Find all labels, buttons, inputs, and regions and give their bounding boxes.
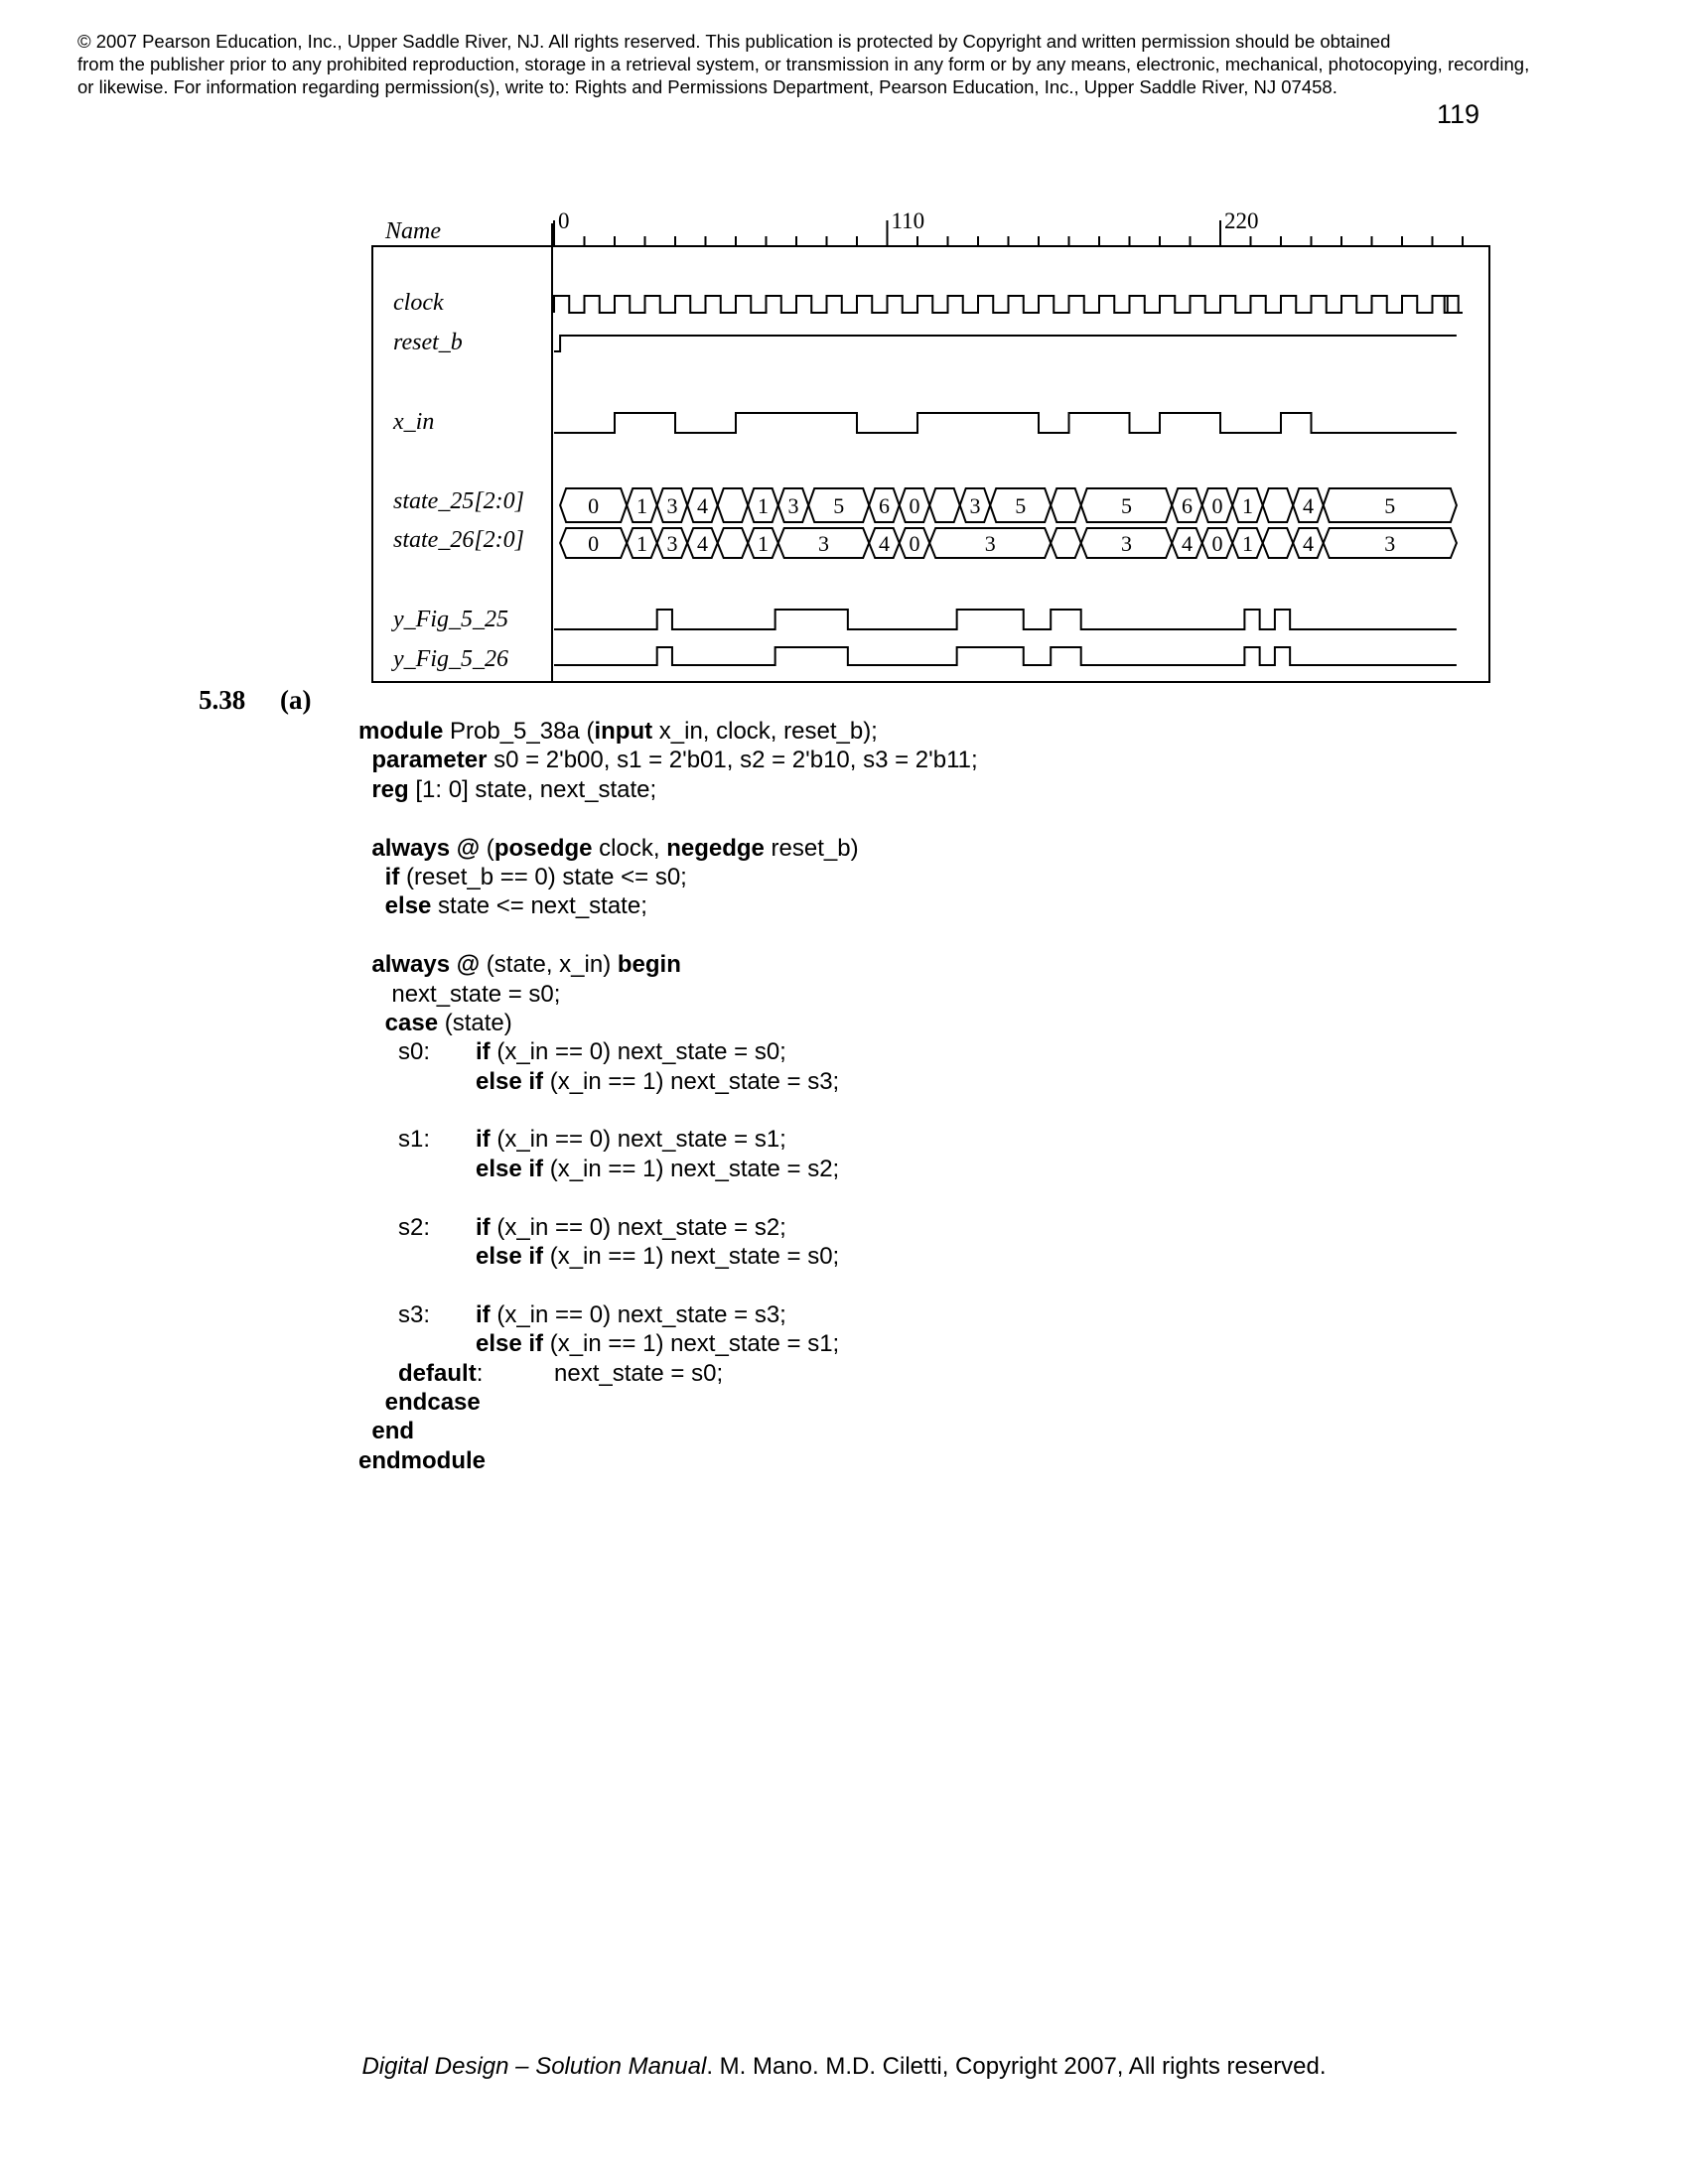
code-keyword: begin (617, 951, 681, 979)
copyright-line: or likewise. For information regarding permission(s), write to: Rights and Permissions Department, Pearson Education, Inc., Upper Saddle River, NJ 07458. (77, 76, 1337, 97)
problem-number: 5.38 (199, 685, 246, 715)
code-text (358, 1010, 385, 1036)
bus-value-label: 4 (696, 531, 708, 556)
bus-value-label: 4 (696, 493, 708, 518)
timing-diagram (0, 0, 1688, 695)
bus-value-label: 1 (757, 531, 769, 556)
footer-citation (0, 2053, 1688, 2081)
bus-value-label: 3 (969, 493, 981, 518)
bus-value-label: 5 (1120, 493, 1132, 518)
copyright-line: from the publisher prior to any prohibited reproduction, storage in a retrieval system, or transmission in any form or by any means, electronic, mechanical, photocopying, recording, (77, 54, 1530, 74)
code-keyword: input (594, 718, 653, 745)
code-text (358, 747, 371, 773)
code-text: ( (480, 834, 494, 862)
page-number: 119 (1436, 99, 1479, 129)
signal-name: clock (393, 290, 444, 316)
code-text (358, 892, 385, 919)
code-text: (x_in == 1) next_state = s2; (543, 1155, 840, 1182)
clock-waveform (554, 296, 1463, 313)
code-keyword: always @ (371, 834, 481, 862)
y-fig-5-26-waveform (554, 647, 1457, 665)
bus-value-label: 0 (588, 493, 600, 518)
bus-segment (1051, 488, 1081, 522)
time-label: 220 (1224, 208, 1259, 233)
code-keyword: case (384, 1009, 439, 1036)
code-text (358, 1360, 398, 1387)
code-keyword: always @ (371, 951, 481, 979)
copyright-line: © 2007 Pearson Education, Inc., Upper Saddle River, NJ. All rights reserved. This publication is protected by Copyright and written permission should be obtained (77, 31, 1391, 52)
code-text (358, 864, 385, 890)
code-text: next_state = s0; (358, 980, 561, 1008)
x-in-waveform (554, 413, 1457, 433)
bus-value-label: 4 (1302, 493, 1314, 518)
bus-value-label: 6 (878, 493, 890, 518)
name-column-header: Name (385, 218, 441, 244)
code-text: (state) (438, 1009, 512, 1036)
code-keyword: else if (476, 1330, 544, 1358)
signal-name: y_Fig_5_26 (393, 646, 508, 672)
bus-segment (1051, 528, 1081, 558)
code-text: s0 = 2'b00, s1 = 2'b01, s2 = 2'b10, s3 = 2'b11; (487, 747, 978, 774)
bus-value-label: 3 (984, 531, 996, 556)
code-text (358, 776, 371, 803)
code-keyword: parameter (371, 747, 488, 774)
bus-segment (718, 488, 749, 522)
problem-part: (a) (280, 685, 312, 715)
bus-value-label: 3 (666, 493, 678, 518)
signal-name: state_25[2:0] (393, 488, 524, 514)
bus-value-label: 5 (1384, 493, 1396, 518)
reset-b-waveform (554, 336, 1457, 351)
code-keyword: end (371, 1418, 415, 1445)
code-text: (x_in == 0) next_state = s1; (490, 1126, 786, 1154)
waveform-frame (372, 246, 1489, 682)
code-keyword: module (358, 718, 444, 745)
bus-value-label: 6 (1181, 493, 1193, 518)
code-keyword: endmodule (358, 1446, 487, 1474)
code-keyword: if (476, 1213, 491, 1241)
code-text: Prob_5_38a ( (443, 718, 595, 745)
code-text: (x_in == 0) next_state = s0; (490, 1038, 786, 1066)
code-text: (x_in == 1) next_state = s0; (543, 1243, 840, 1271)
bus-segment (718, 528, 749, 558)
bus-segment (1263, 488, 1294, 522)
bus-value-label: 3 (787, 493, 799, 518)
code-text (358, 1389, 385, 1416)
bus-segment (1263, 528, 1294, 558)
code-keyword: if (476, 1126, 491, 1154)
code-text: next_state = s0; (554, 1359, 724, 1387)
code-text: s1: (358, 1126, 431, 1154)
bus-value-label: 4 (1302, 531, 1314, 556)
signal-name: y_Fig_5_25 (393, 607, 508, 632)
code-text: (x_in == 1) next_state = s3; (543, 1067, 840, 1095)
bus-value-label: 1 (1241, 531, 1253, 556)
code-text: (state, x_in) (480, 951, 618, 979)
code-keyword: if (476, 1038, 491, 1066)
bus-value-label: 4 (878, 531, 890, 556)
code-text: (x_in == 1) next_state = s1; (543, 1330, 840, 1358)
code-text (358, 1418, 371, 1444)
code-text: s3: (358, 1300, 431, 1328)
signal-name: reset_b (393, 330, 463, 355)
time-label: 110 (891, 208, 925, 233)
code-text: s0: (358, 1038, 431, 1066)
code-text: : (476, 1359, 484, 1387)
time-label: 0 (558, 208, 570, 233)
code-text: state <= next_state; (431, 892, 647, 920)
code-keyword: else (384, 892, 432, 920)
bus-value-label: 0 (1211, 531, 1223, 556)
bus-value-label: 3 (1120, 531, 1132, 556)
code-text: (x_in == 0) next_state = s2; (490, 1213, 786, 1241)
y-fig-5-25-waveform (554, 610, 1457, 629)
code-text: (x_in == 0) next_state = s3; (490, 1300, 786, 1328)
code-keyword: if (384, 863, 400, 890)
bus-value-label: 3 (666, 531, 678, 556)
footer-credits: . M. Mano. M.D. Ciletti, Copyright 2007, All rights reserved. (706, 2053, 1327, 2080)
code-text (358, 951, 371, 978)
bus-value-label: 5 (833, 493, 845, 518)
bus-segment (929, 488, 960, 522)
code-text: x_in, clock, reset_b); (652, 718, 878, 745)
signal-name: state_26[2:0] (393, 527, 524, 553)
bus-value-label: 4 (1181, 531, 1193, 556)
bus-value-label: 3 (817, 531, 829, 556)
code-keyword: else if (476, 1067, 544, 1095)
signal-name: x_in (393, 409, 435, 435)
bus-value-label: 3 (1384, 531, 1396, 556)
code-text: reset_b) (764, 834, 859, 862)
code-text (358, 835, 371, 862)
bus-value-label: 1 (635, 493, 647, 518)
code-keyword: reg (371, 775, 409, 803)
code-keyword: if (476, 1300, 491, 1328)
code-text: clock, (592, 834, 667, 862)
bus-value-label: 1 (1241, 493, 1253, 518)
code-keyword: default (398, 1359, 477, 1387)
code-keyword: else if (476, 1243, 544, 1271)
bus-value-label: 0 (909, 531, 920, 556)
code-keyword: negedge (666, 834, 765, 862)
code-text: (reset_b == 0) state <= s0; (399, 863, 687, 890)
bus-value-label: 0 (909, 493, 920, 518)
bus-value-label: 1 (635, 531, 647, 556)
code-keyword: else if (476, 1155, 544, 1182)
bus-value-label: 0 (1211, 493, 1223, 518)
bus-value-label: 5 (1015, 493, 1027, 518)
footer-book-title: Digital Design – Solution Manual (361, 2053, 707, 2080)
code-keyword: posedge (493, 834, 593, 862)
code-keyword: endcase (384, 1388, 481, 1416)
bus-value-label: 1 (757, 493, 769, 518)
bus-value-label: 0 (588, 531, 600, 556)
code-text: s2: (358, 1213, 431, 1241)
code-text: [1: 0] state, next_state; (408, 775, 657, 803)
